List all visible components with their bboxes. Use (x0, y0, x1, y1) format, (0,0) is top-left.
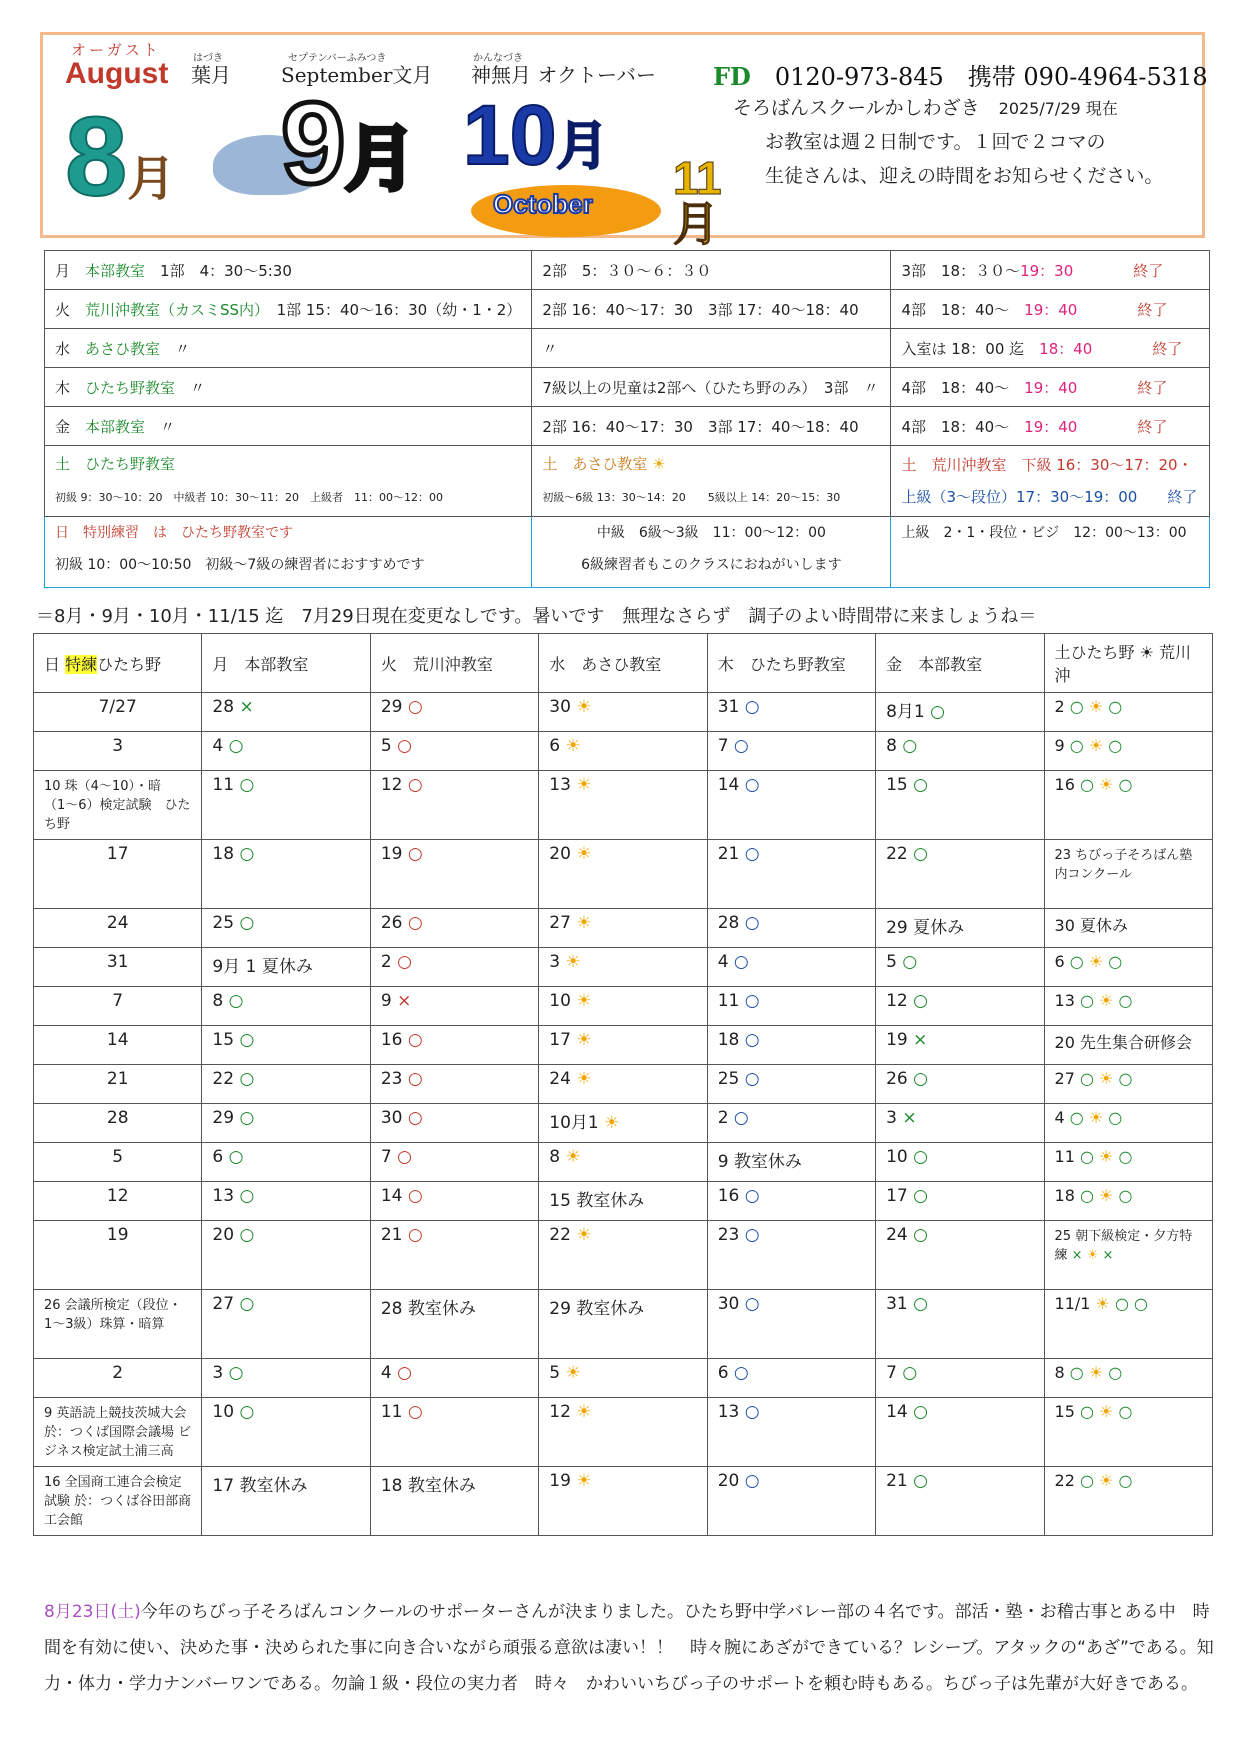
calendar-cell: 25 ○ (202, 909, 370, 948)
calendar-row (34, 987, 1213, 1026)
calendar-cell: 9 × (370, 987, 538, 1026)
calendar-cell: 26 会議所検定（段位・1〜3級）珠算・暗算 (34, 1290, 202, 1359)
calendar-cell: 29 夏休み (876, 909, 1044, 948)
october-label: October (493, 189, 593, 219)
calendar-cell: 21 ○ (876, 1467, 1044, 1536)
schedule-cell: 水 あさひ教室 〃 (45, 329, 532, 368)
calendar-cell: 23 ○ (707, 1221, 875, 1290)
calendar-cell: 6 ○ (202, 1143, 370, 1182)
calendar-cell: 2 (34, 1359, 202, 1398)
calendar-cell: 3 ○ (202, 1359, 370, 1398)
calendar-cell: 22 ○ (202, 1065, 370, 1104)
calendar-row (34, 1359, 1213, 1398)
calendar-cell: 9 英語読上競技茨城大会 於：つくば国際会議場 ビジネス検定試土浦三高 (34, 1398, 202, 1467)
calendar-row (34, 693, 1213, 732)
calendar-cell: 18 ○ (707, 1026, 875, 1065)
calendar-cell: 16 ○ (707, 1182, 875, 1221)
sunday-row (45, 517, 1210, 588)
calendar-cell: 22 ○ (876, 840, 1044, 909)
schedule-cell: 3部 18：３０〜19：30 終了 (891, 251, 1210, 290)
schedule-cell: 4部 18：40〜 19：40 終了 (891, 368, 1210, 407)
aug-jp: 葉月 (191, 63, 231, 87)
calendar-cell: 8 ○ ☀ ○ (1044, 1359, 1212, 1398)
sunday-cell: 上級 2・1・段位・ビジ 12：00〜13：00 (891, 517, 1210, 588)
calendar-cell: 20 ○ (202, 1221, 370, 1290)
footer-text: 8月23日(土)今年のちびっ子そろばんコンクールのサポーターさんが決まりました。ひたち野中学バレー部の４名です。部活・塾・お稽古事とある中 時間を有効に使い、決めた事・決められた事に向き合いながら頑張る意欲は凄い！！ 時々腕にあざができている？レシーブ。アタックの“あざ”である。知力・体力・学力ナンバーワンである。勿論１級・段位の実力者 時々 かわいいちびっ子のサポートを頼む時もある。ちびっ子は先輩が大好きである。 (44, 1602, 1214, 1694)
calendar-header-cell: 水 あさひ教室 (539, 634, 707, 693)
calendar-cell: 8 ○ (202, 987, 370, 1026)
calendar-cell: 13 ○ ☀ ○ (1044, 987, 1212, 1026)
schedule-cell: 7級以上の児童は2部へ（ひたち野のみ） 3部 〃 (532, 368, 891, 407)
calendar-cell: 7 ○ (370, 1143, 538, 1182)
big-8: 8月 (65, 94, 176, 219)
schedule-row (45, 407, 1210, 446)
calendar-cell: 21 (34, 1065, 202, 1104)
calendar-cell: 13 ☀ (539, 771, 707, 840)
calendar-cell: 31 ○ (707, 693, 875, 732)
calendar-cell: 8 ○ (876, 732, 1044, 771)
calendar-cell: 5 ○ (876, 948, 1044, 987)
calendar-cell: 26 ○ (876, 1065, 1044, 1104)
calendar-cell: 30 ☀ (539, 693, 707, 732)
schedule-row (45, 368, 1210, 407)
calendar-cell: 31 ○ (876, 1290, 1044, 1359)
schedule-row (45, 290, 1210, 329)
calendar-cell: 10月1 ☀ (539, 1104, 707, 1143)
calendar-cell: 4 ○ (707, 948, 875, 987)
header-line2: 生徒さんは、迎えの時間をお知らせください。 (765, 165, 1164, 187)
calendar-cell: 21 ○ (707, 840, 875, 909)
sep-furi: セプテンバーふみつき (288, 53, 387, 64)
calendar-cell: 24 (34, 909, 202, 948)
schedule-cell: 2部 16：40〜17：30 3部 17：40〜18：40 (532, 290, 891, 329)
calendar-cell: 29 教室休み (539, 1290, 707, 1359)
calendar-cell: 25 ○ (707, 1065, 875, 1104)
calendar-row (34, 1026, 1213, 1065)
calendar-cell: 19 (34, 1221, 202, 1290)
calendar-cell: 12 ○ (876, 987, 1044, 1026)
calendar-cell: 6 ○ (707, 1359, 875, 1398)
aug-kana: オーガスト (71, 41, 161, 59)
calendar-cell: 23 ○ (370, 1065, 538, 1104)
calendar-cell: 14 ○ (876, 1398, 1044, 1467)
calendar-cell: 16 ○ (370, 1026, 538, 1065)
calendar-cell: 28 ○ (707, 909, 875, 948)
calendar-cell: 11 ○ (370, 1398, 538, 1467)
calendar-cell: 11 ○ (707, 987, 875, 1026)
calendar-row (34, 771, 1213, 840)
schedule-cell: 4部 18：40〜 19：40 終了 (891, 407, 1210, 446)
calendar-cell: 15 ○ (876, 771, 1044, 840)
calendar-cell: 2 ○ (370, 948, 538, 987)
calendar-row (34, 1221, 1213, 1290)
sunday-cell: 日 特別練習 は ひたち野教室です 初級 10：00〜10:50 初級〜7級の練習者におすすめです (45, 517, 532, 588)
calendar-cell: 4 ○ (202, 732, 370, 771)
calendar-cell: 20 先生集合研修会 (1044, 1026, 1212, 1065)
calendar-cell: 15 ○ ☀ ○ (1044, 1398, 1212, 1467)
calendar-row (34, 1182, 1213, 1221)
calendar-cell: 6 ☀ (539, 732, 707, 771)
calendar-cell: 22 ○ ☀ ○ (1044, 1467, 1212, 1536)
calendar-cell: 19 ☀ (539, 1467, 707, 1536)
calendar-cell: 26 ○ (370, 909, 538, 948)
calendar-row (34, 948, 1213, 987)
calendar-cell: 13 ○ (707, 1398, 875, 1467)
calendar-cell: 9 ○ ☀ ○ (1044, 732, 1212, 771)
notice-line: ＝8月・9月・10月・11/15 迄 7月29日現在変更なしです。暑いです 無理なさらず 調子のよい時間帯に来ましょうね＝ (36, 606, 1037, 627)
calendar-cell: 14 ○ (707, 771, 875, 840)
school-line: そろばんスクールかしわざき 2025/7/29 現在 (733, 97, 1118, 119)
calendar-cell: 9月 1 夏休み (202, 948, 370, 987)
calendar-cell: 15 教室休み (539, 1182, 707, 1221)
calendar-cell: 30 ○ (707, 1290, 875, 1359)
calendar-cell: 3 (34, 732, 202, 771)
calendar-cell: 24 ☀ (539, 1065, 707, 1104)
calendar-cell: 10 ○ (876, 1143, 1044, 1182)
calendar-cell: 31 (34, 948, 202, 987)
calendar-cell: 2 ○ ☀ ○ (1044, 693, 1212, 732)
sep-label: September文月 (281, 63, 433, 87)
calendar-cell: 14 (34, 1026, 202, 1065)
oct-furi: かんなづき (473, 53, 523, 64)
calendar-cell: 28 (34, 1104, 202, 1143)
calendar-cell: 17 (34, 840, 202, 909)
calendar-cell: 18 教室休み (370, 1467, 538, 1536)
calendar-row (34, 1467, 1213, 1536)
calendar-cell: 3 ☀ (539, 948, 707, 987)
calendar-cell: 10 ○ (202, 1398, 370, 1467)
calendar-header-cell: 火 荒川沖教室 (370, 634, 538, 693)
schedule-cell: 金 本部教室 〃 (45, 407, 532, 446)
calendar-cell: 5 ☀ (539, 1359, 707, 1398)
schedule-row (45, 251, 1210, 290)
saturday-cell: 土 荒川沖教室 下級 16：30〜17：20・ 上級（3〜段位）17：30〜19：00 終了 (891, 446, 1210, 517)
schedule-cell: 2部 5：３０〜６：３０ (532, 251, 891, 290)
calendar-table (33, 633, 1213, 1536)
aug-furi: はづき (193, 53, 223, 64)
schedule-cell: 月 本部教室 1部 4：30〜5:30 (45, 251, 532, 290)
calendar-cell: 22 ☀ (539, 1221, 707, 1290)
calendar-cell: 27 ○ ☀ ○ (1044, 1065, 1212, 1104)
calendar-row (34, 1104, 1213, 1143)
phone: FD 0120-973-845 携帯 090-4964-5318 (713, 62, 1208, 91)
schedule-cell: 4部 18：40〜 19：40 終了 (891, 290, 1210, 329)
big-10: 10月 (463, 88, 609, 182)
schedule-cell: 木 ひたち野教室 〃 (45, 368, 532, 407)
calendar-cell: 14 ○ (370, 1182, 538, 1221)
calendar-cell: 7 ○ (876, 1359, 1044, 1398)
saturday-row (45, 446, 1210, 517)
header-box (40, 32, 1208, 250)
calendar-cell: 4 ○ ☀ ○ (1044, 1104, 1212, 1143)
calendar-cell: 11/1 ☀ ○ ○ (1044, 1290, 1212, 1359)
header-line1: お教室は週２日制です。１回で２コマの (765, 131, 1106, 153)
calendar-cell: 2 ○ (707, 1104, 875, 1143)
calendar-cell: 20 ☀ (539, 840, 707, 909)
calendar-cell: 27 ○ (202, 1290, 370, 1359)
schedule-row (45, 329, 1210, 368)
calendar-cell: 23 ちびっ子そろばん塾内コンクール (1044, 840, 1212, 909)
calendar-cell: 28 教室休み (370, 1290, 538, 1359)
calendar-header-cell: 土ひたち野 ☀ 荒川沖 (1044, 634, 1212, 693)
calendar-cell: 29 ○ (202, 1104, 370, 1143)
sunday-cell: 中級 6級〜3級 11：00〜12：00 6級練習者もこのクラスにおねがいします (532, 517, 891, 588)
calendar-cell: 28 × (202, 693, 370, 732)
calendar-cell: 10 珠（4〜10）・暗（1〜6）検定試験 ひたち野 (34, 771, 202, 840)
calendar-cell: 20 ○ (707, 1467, 875, 1536)
big-9: 9月 (281, 78, 416, 208)
calendar-row (34, 909, 1213, 948)
calendar-cell: 21 ○ (370, 1221, 538, 1290)
calendar-cell: 19 × (876, 1026, 1044, 1065)
calendar-row (34, 1398, 1213, 1467)
oct-label: 神無月 オクトーバー (471, 63, 656, 87)
calendar-row (34, 1290, 1213, 1359)
calendar-cell: 30 ○ (370, 1104, 538, 1143)
calendar-cell: 4 ○ (370, 1359, 538, 1398)
calendar-header-cell: 木 ひたち野教室 (707, 634, 875, 693)
calendar-cell: 27 ☀ (539, 909, 707, 948)
calendar-cell: 12 ○ (370, 771, 538, 840)
calendar-cell: 13 ○ (202, 1182, 370, 1221)
calendar-cell: 16 ○ ☀ ○ (1044, 771, 1212, 840)
calendar-cell: 29 ○ (370, 693, 538, 732)
calendar-cell: 19 ○ (370, 840, 538, 909)
aug-en: August (65, 57, 169, 90)
calendar-cell: 5 ○ (370, 732, 538, 771)
calendar-cell: 30 夏休み (1044, 909, 1212, 948)
schedule-cell: 火 荒川沖教室（カスミSS内） 1部 15：40〜16：30（幼・1・2） (45, 290, 532, 329)
calendar-header-cell: 日 特練ひたち野 (34, 634, 202, 693)
calendar-cell: 12 ☀ (539, 1398, 707, 1467)
saturday-cell: 土 あさひ教室 ☀ 初級〜6級 13：30〜14：20 5級以上 14：20〜15：30 (532, 446, 891, 517)
calendar-row (34, 1143, 1213, 1182)
calendar-cell: 7 (34, 987, 202, 1026)
calendar-cell: 15 ○ (202, 1026, 370, 1065)
calendar-cell: 24 ○ (876, 1221, 1044, 1290)
saturday-cell: 土 ひたち野教室 初級 9：30〜10：20 中級者 10：30〜11：20 上級者 11：00〜12：00 (45, 446, 532, 517)
calendar-cell: 5 (34, 1143, 202, 1182)
calendar-row (34, 1065, 1213, 1104)
calendar-cell: 17 教室休み (202, 1467, 370, 1536)
calendar-cell: 6 ○ ☀ ○ (1044, 948, 1212, 987)
calendar-cell: 12 (34, 1182, 202, 1221)
calendar-cell: 17 ○ (876, 1182, 1044, 1221)
calendar-cell: 8月1 ○ (876, 693, 1044, 732)
calendar-cell: 11 ○ (202, 771, 370, 840)
calendar-cell: 17 ☀ (539, 1026, 707, 1065)
calendar-cell: 18 ○ ☀ ○ (1044, 1182, 1212, 1221)
calendar-cell: 8 ☀ (539, 1143, 707, 1182)
schedule-cell: 入室は 18：00 迄 18：40 終了 (891, 329, 1210, 368)
calendar-cell: 16 全国商工連合会検定試験 於：つくば谷田部商工会館 (34, 1467, 202, 1536)
calendar-cell: 7/27 (34, 693, 202, 732)
calendar-cell: 11 ○ ☀ ○ (1044, 1143, 1212, 1182)
calendar-cell: 9 教室休み (707, 1143, 875, 1182)
calendar-cell: 10 ☀ (539, 987, 707, 1026)
calendar-header-cell: 金 本部教室 (876, 634, 1044, 693)
calendar-cell: 7 ○ (707, 732, 875, 771)
calendar-cell: 3 × (876, 1104, 1044, 1143)
schedule-cell: 2部 16：40〜17：30 3部 17：40〜18：40 (532, 407, 891, 446)
schedule-cell: 〃 (532, 329, 891, 368)
big-11: 11 月 (673, 152, 722, 250)
calendar-cell: 25 朝下級検定・夕方特練 × ☀ × (1044, 1221, 1212, 1290)
schedule-table (44, 250, 1210, 588)
calendar-row (34, 732, 1213, 771)
calendar-header-cell: 月 本部教室 (202, 634, 370, 693)
calendar-row (34, 840, 1213, 909)
calendar-cell: 18 ○ (202, 840, 370, 909)
